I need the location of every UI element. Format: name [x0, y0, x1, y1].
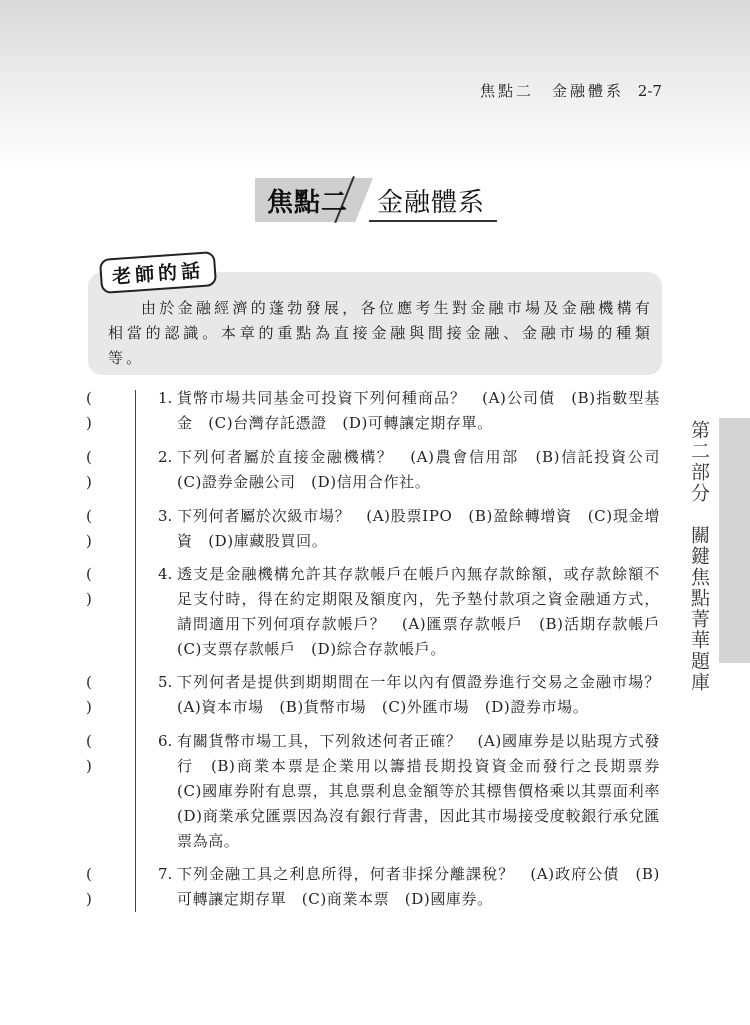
question-number: 3. [158, 507, 173, 525]
question-text: 下列何者屬於次級市場？ (A)股票IPO (B)盈餘轉增資 (C)現金增資 (D)庫藏股買回。 [177, 507, 660, 550]
section-side-tab [719, 418, 750, 663]
answer-blank: ( ) [86, 448, 100, 491]
chapter-title: 金融體系 [377, 188, 486, 218]
page-number: 2-7 [637, 82, 662, 100]
answer-blank: ( ) [86, 865, 100, 908]
question-text: 下列金融工具之利息所得，何者非採分離課稅？ (A)政府公債 (B)可轉讓定期存單 (C)商業本票 (D)國庫券。 [177, 865, 660, 908]
question-number: 5. [158, 673, 173, 691]
answer-blank: ( ) [86, 732, 100, 775]
question-text: 貨幣市場共同基金可投資下列何種商品？ (A)公司債 (B)指數型基金 (C)台灣存託憑證 (D)可轉讓定期存單。 [177, 389, 660, 432]
running-header [480, 80, 662, 101]
chapter-banner [255, 178, 515, 222]
answer-blank: ( ) [86, 565, 100, 608]
answer-blank: ( ) [86, 389, 100, 432]
question-text: 下列何者屬於直接金融機構？ (A)農會信用部 (B)信託投資公司 (C)證券金融公司 (D)信用合作社。 [177, 448, 676, 491]
answer-blank: ( ) [86, 507, 100, 550]
question-number: 4. [158, 565, 173, 583]
question-number: 1. [158, 389, 173, 407]
question-divider-line [135, 390, 136, 912]
question-text: 有關貨幣市場工具，下列敘述何者正確？ (A)國庫券是以貼現方式發行 (B)商業本票是企業用以籌措長期投資資金而發行之長期票券 (C)國庫券附有息票，其息票利息金額等於其標售價格乘以其票面利率 (D)商業承兌匯票因為沒有銀行背書，因此其市場接受度較銀行承兌匯票為高。 [177, 732, 676, 850]
question-number: 7. [158, 865, 173, 883]
answer-blank: ( ) [86, 673, 100, 716]
chapter-underline [369, 220, 497, 222]
section-side-label: 第二部分 關鍵焦點菁華題庫 [688, 420, 710, 693]
teacher-note-tag: 老師的話 [99, 251, 217, 294]
question-text: 下列何者是提供到期期間在一年以內有價證券進行交易之金融市場？ (A)資本市場 (B)貨幣市場 (C)外匯市場 (D)證券市場。 [177, 673, 676, 716]
question-text: 透支是金融機構允許其存款帳戶在帳戶內無存款餘額，或存款餘額不足支付時，得在約定期限及額度內，先予墊付款項之資金融通方式，請問適用下列何項存款帳戶？ (A)匯票存款帳戶 (B)活期存款帳戶 (C)支票存款帳戶 (D)綜合存款帳戶。 [177, 565, 676, 658]
question-number: 2. [158, 448, 173, 466]
focus-label: 焦點二 [267, 188, 349, 218]
teacher-note-text: 由於金融經濟的蓬勃發展，各位應考生對金融市場及金融機構有相當的認識。本章的重點為直接金融與間接金融、金融市場的種類等。 [108, 299, 653, 367]
running-title: 焦點二 金融體系 [480, 82, 625, 100]
question-number: 6. [158, 732, 173, 750]
